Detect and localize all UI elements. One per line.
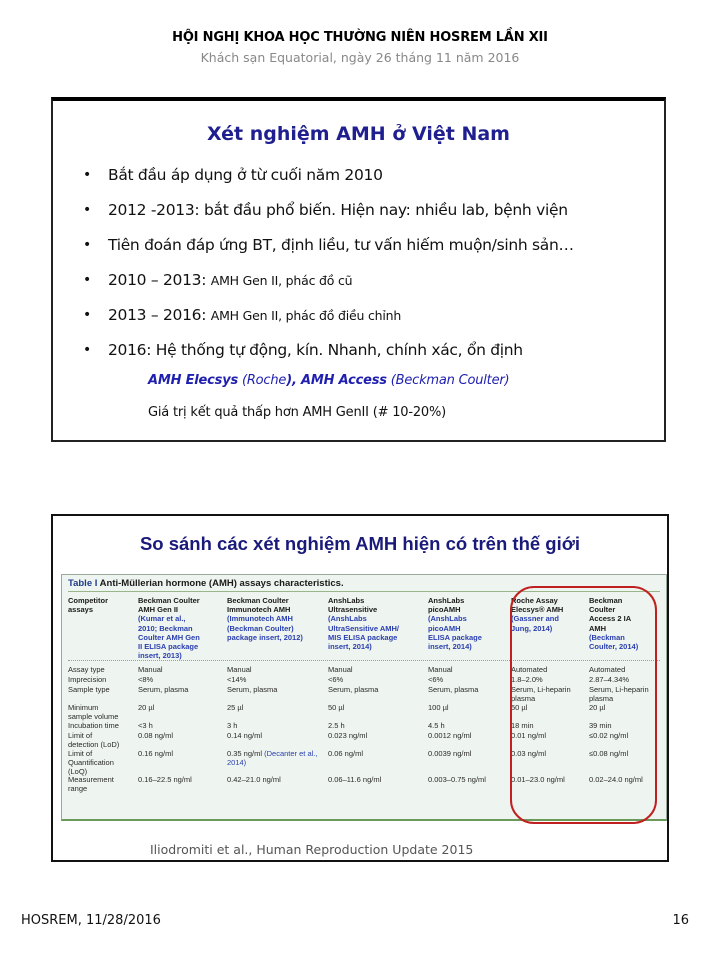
header-text: Access 2 IA [589, 614, 632, 624]
row-label [68, 665, 136, 674]
bullet-text: 2016: Hệ thống tự động, kín. Nhanh, chính xác, ổn định [108, 341, 523, 359]
table-cell: Serum, Li-heparin plasma [511, 685, 571, 703]
table-caption [68, 578, 344, 589]
elecsys-vendor: (Roche [238, 373, 287, 388]
row-label [68, 731, 136, 749]
cell-reference: (Decanter et al., 2014) [227, 749, 318, 767]
table-cell: 0.003–0.75 ng/ml [428, 775, 486, 784]
header-text: picoAMH [428, 605, 461, 615]
table-cell: ≤0.02 ng/ml [589, 731, 629, 740]
reference-text: (AnshLabs [328, 614, 367, 624]
table-cell: 39 min [589, 721, 612, 730]
row-label [68, 721, 136, 730]
reference-text: (Kumar et al., [138, 614, 186, 624]
reference-text: Coulter, 2014) [589, 642, 639, 652]
conference-title: HỘI NGHỊ KHOA HỌC THƯỜNG NIÊN HOSREM LẦN XII [172, 30, 548, 45]
bullet-detail: AMH Gen II, phác đồ điều chỉnh [210, 308, 402, 323]
row-label-text: Assay type [68, 665, 105, 674]
slide2-title: So sánh các xét nghiệm AMH hiện có trên thế giới [139, 533, 581, 554]
row-label [68, 703, 136, 721]
header-text: AnshLabs [428, 596, 465, 605]
slide1-bullet-list [81, 163, 574, 373]
reference-text: Coulter AMH Gen [138, 632, 200, 642]
table-cell: Manual [227, 665, 252, 674]
reference-text: insert, 2014) [428, 642, 472, 652]
table-caption-text: Anti-Müllerian hormone (AMH) assays characteristics. [97, 578, 344, 589]
footer-date: HOSREM, 11/28/2016 [21, 913, 161, 928]
table-cell: ≤0.08 ng/ml [589, 749, 629, 758]
column-header [589, 596, 663, 651]
table-cell [227, 749, 325, 767]
header-text: AMH [589, 623, 607, 633]
row-label [68, 685, 136, 694]
reference-text: Jung, 2014) [511, 623, 553, 633]
table-cell: 4.5 h [428, 721, 445, 730]
reference-text: (Beckman Coulter) [227, 623, 294, 633]
slide-amh-vietnam [51, 97, 666, 442]
row-label-text: detection (LoD) [68, 740, 120, 749]
reference-text: 2010; Beckman [138, 623, 193, 633]
reference-text: insert, 2014) [328, 642, 372, 652]
row-label-text: Limit of [68, 731, 93, 740]
header-text: Roche Assay [511, 596, 558, 605]
header-text: Elecsys® AMH [511, 605, 564, 615]
column-header [138, 596, 224, 660]
bullet-text: 2010 – 2013: [108, 271, 211, 289]
row-label-text: Limit of [68, 749, 93, 758]
table-cell: 20 µl [138, 703, 155, 712]
cell-text: 0.35 ng/ml [227, 749, 265, 758]
table-cell: 0.03 ng/ml [511, 749, 547, 758]
table-cell: Manual [328, 665, 353, 674]
table-cell: Automated [511, 665, 548, 674]
bullet-item [81, 303, 574, 338]
header-text: Beckman [589, 596, 623, 605]
reference-text: (Beckman [589, 632, 625, 642]
page-number: 16 [672, 913, 689, 928]
reference-text: II ELISA package [138, 642, 199, 652]
row-label-text: Incubation time [68, 721, 119, 730]
table-cell: 0.0012 ng/ml [428, 731, 472, 740]
reference-text: (Immunotech AMH [227, 614, 293, 624]
table-cell: 18 min [511, 721, 534, 730]
table-cell: 3 h [227, 721, 238, 730]
reference-text: (Gassner and [511, 614, 559, 624]
bullet-text: Bắt đầu áp dụng ở từ cuối năm 2010 [108, 166, 383, 184]
header-text: assays [68, 605, 94, 615]
bullet-item [81, 163, 574, 198]
table-cell: 2.87–4.34% [589, 675, 630, 684]
column-header [511, 596, 587, 633]
citation: Iliodromiti et al., Human Reproduction Update 2015 [150, 842, 474, 857]
header-text: Competitor [68, 596, 108, 605]
table-cell: 50 µl [328, 703, 345, 712]
header-text: Ultrasensitive [328, 605, 378, 615]
bullet-text: Tiên đoán đáp ứng BT, định liều, tư vấn hiếm muộn/sinh sản… [108, 236, 574, 254]
table-cell: Serum, plasma [428, 685, 479, 694]
column-header [328, 596, 426, 651]
header-text: Beckman Coulter [138, 596, 200, 605]
table-cell: Manual [428, 665, 453, 674]
reference-text: picoAMH [428, 623, 461, 633]
automated-assays-line [148, 373, 509, 388]
table-cell: 50 µl [511, 703, 528, 712]
row-label-text: sample volume [68, 712, 119, 721]
bullet-detail: AMH Gen II, phác đồ cũ [210, 273, 353, 288]
result-note: Giá trị kết quả thấp hơn AMH GenII (# 10-20%) [148, 405, 446, 420]
elecsys-name: AMH Elecsys [148, 373, 239, 388]
access-vendor: (Beckman Coulter) [386, 373, 510, 388]
table-cell: 0.01–23.0 ng/ml [511, 775, 565, 784]
row-label-text: (LoQ) [68, 767, 88, 776]
bullet-item [81, 198, 574, 233]
table-cell: 0.06–11.6 ng/ml [328, 775, 382, 784]
table-cell: 0.0039 ng/ml [428, 749, 472, 758]
slide1-title: Xét nghiệm AMH ở Việt Nam [207, 123, 510, 145]
reference-text: UltraSensitive AMH/ [328, 623, 399, 633]
table-cell: 0.08 ng/ml [138, 731, 174, 740]
table-cell: 0.16–22.5 ng/ml [138, 775, 192, 784]
bullet-item [81, 233, 574, 268]
bullet-item [81, 338, 574, 373]
column-header [227, 596, 325, 642]
reference-text: ELISA package [428, 632, 482, 642]
header-text: Beckman Coulter [227, 596, 289, 605]
row-label-text: Quantification [68, 758, 114, 767]
reference-text: package insert, 2012) [227, 632, 303, 642]
column-header [428, 596, 510, 651]
bullet-item [81, 268, 574, 303]
table-cell: 100 µl [428, 703, 449, 712]
row-label [68, 749, 136, 776]
table-cell: <6% [328, 675, 344, 684]
row-label-text: range [68, 784, 88, 793]
table-cell: 0.01 ng/ml [511, 731, 547, 740]
table-cell: 0.16 ng/ml [138, 749, 174, 758]
table-cell: <14% [227, 675, 247, 684]
corner-header [68, 596, 136, 614]
row-label-text: Measurement [68, 775, 114, 784]
header-text: Immunotech AMH [227, 605, 291, 615]
table-cell: 25 µl [227, 703, 244, 712]
amh-assays-table [61, 574, 667, 821]
row-label-text: Minimum [68, 703, 99, 712]
header-text: AMH Gen II [138, 605, 179, 615]
table-rule [68, 591, 660, 592]
row-label [68, 775, 136, 793]
header-text: Coulter [589, 605, 616, 615]
table-cell: Serum, plasma [328, 685, 379, 694]
access-name: AMH Access [301, 373, 387, 388]
reference-text: insert, 2013) [138, 651, 182, 661]
conference-subtitle: Khách sạn Equatorial, ngày 26 tháng 11 năm 2016 [200, 50, 520, 65]
row-label [68, 675, 136, 684]
table-cell: Serum, Li-heparin plasma [589, 685, 649, 703]
table-cell: Manual [138, 665, 163, 674]
table-cell: 0.02–24.0 ng/ml [589, 775, 643, 784]
table-cell: 0.06 ng/ml [328, 749, 364, 758]
reference-text: (AnshLabs [428, 614, 467, 624]
table-cell: <3 h [138, 721, 153, 730]
row-label-text: Sample type [68, 685, 110, 694]
table-cell: <8% [138, 675, 154, 684]
table-cell: <6% [428, 675, 444, 684]
table-cell: 0.42–21.0 ng/ml [227, 775, 281, 784]
header-text: AnshLabs [328, 596, 365, 605]
separator: ), [286, 373, 302, 388]
table-cell: 1.8–2.0% [511, 675, 543, 684]
table-cell: 2.5 h [328, 721, 345, 730]
table-cell: Automated [589, 665, 626, 674]
table-cell: 0.14 ng/ml [227, 731, 263, 740]
bullet-text: 2012 -2013: bắt đầu phổ biến. Hiện nay: nhiều lab, bệnh viện [108, 201, 568, 219]
table-cell: Serum, plasma [138, 685, 189, 694]
bullet-text: 2013 – 2016: [108, 306, 211, 324]
table-cell: 20 µl [589, 703, 606, 712]
row-label-text: Imprecision [68, 675, 107, 684]
table-cell: 0.023 ng/ml [328, 731, 368, 740]
table-number: Table I [68, 578, 98, 589]
slide-amh-comparison [51, 514, 669, 862]
reference-text: MIS ELISA package [328, 632, 398, 642]
table-cell: Serum, plasma [227, 685, 278, 694]
